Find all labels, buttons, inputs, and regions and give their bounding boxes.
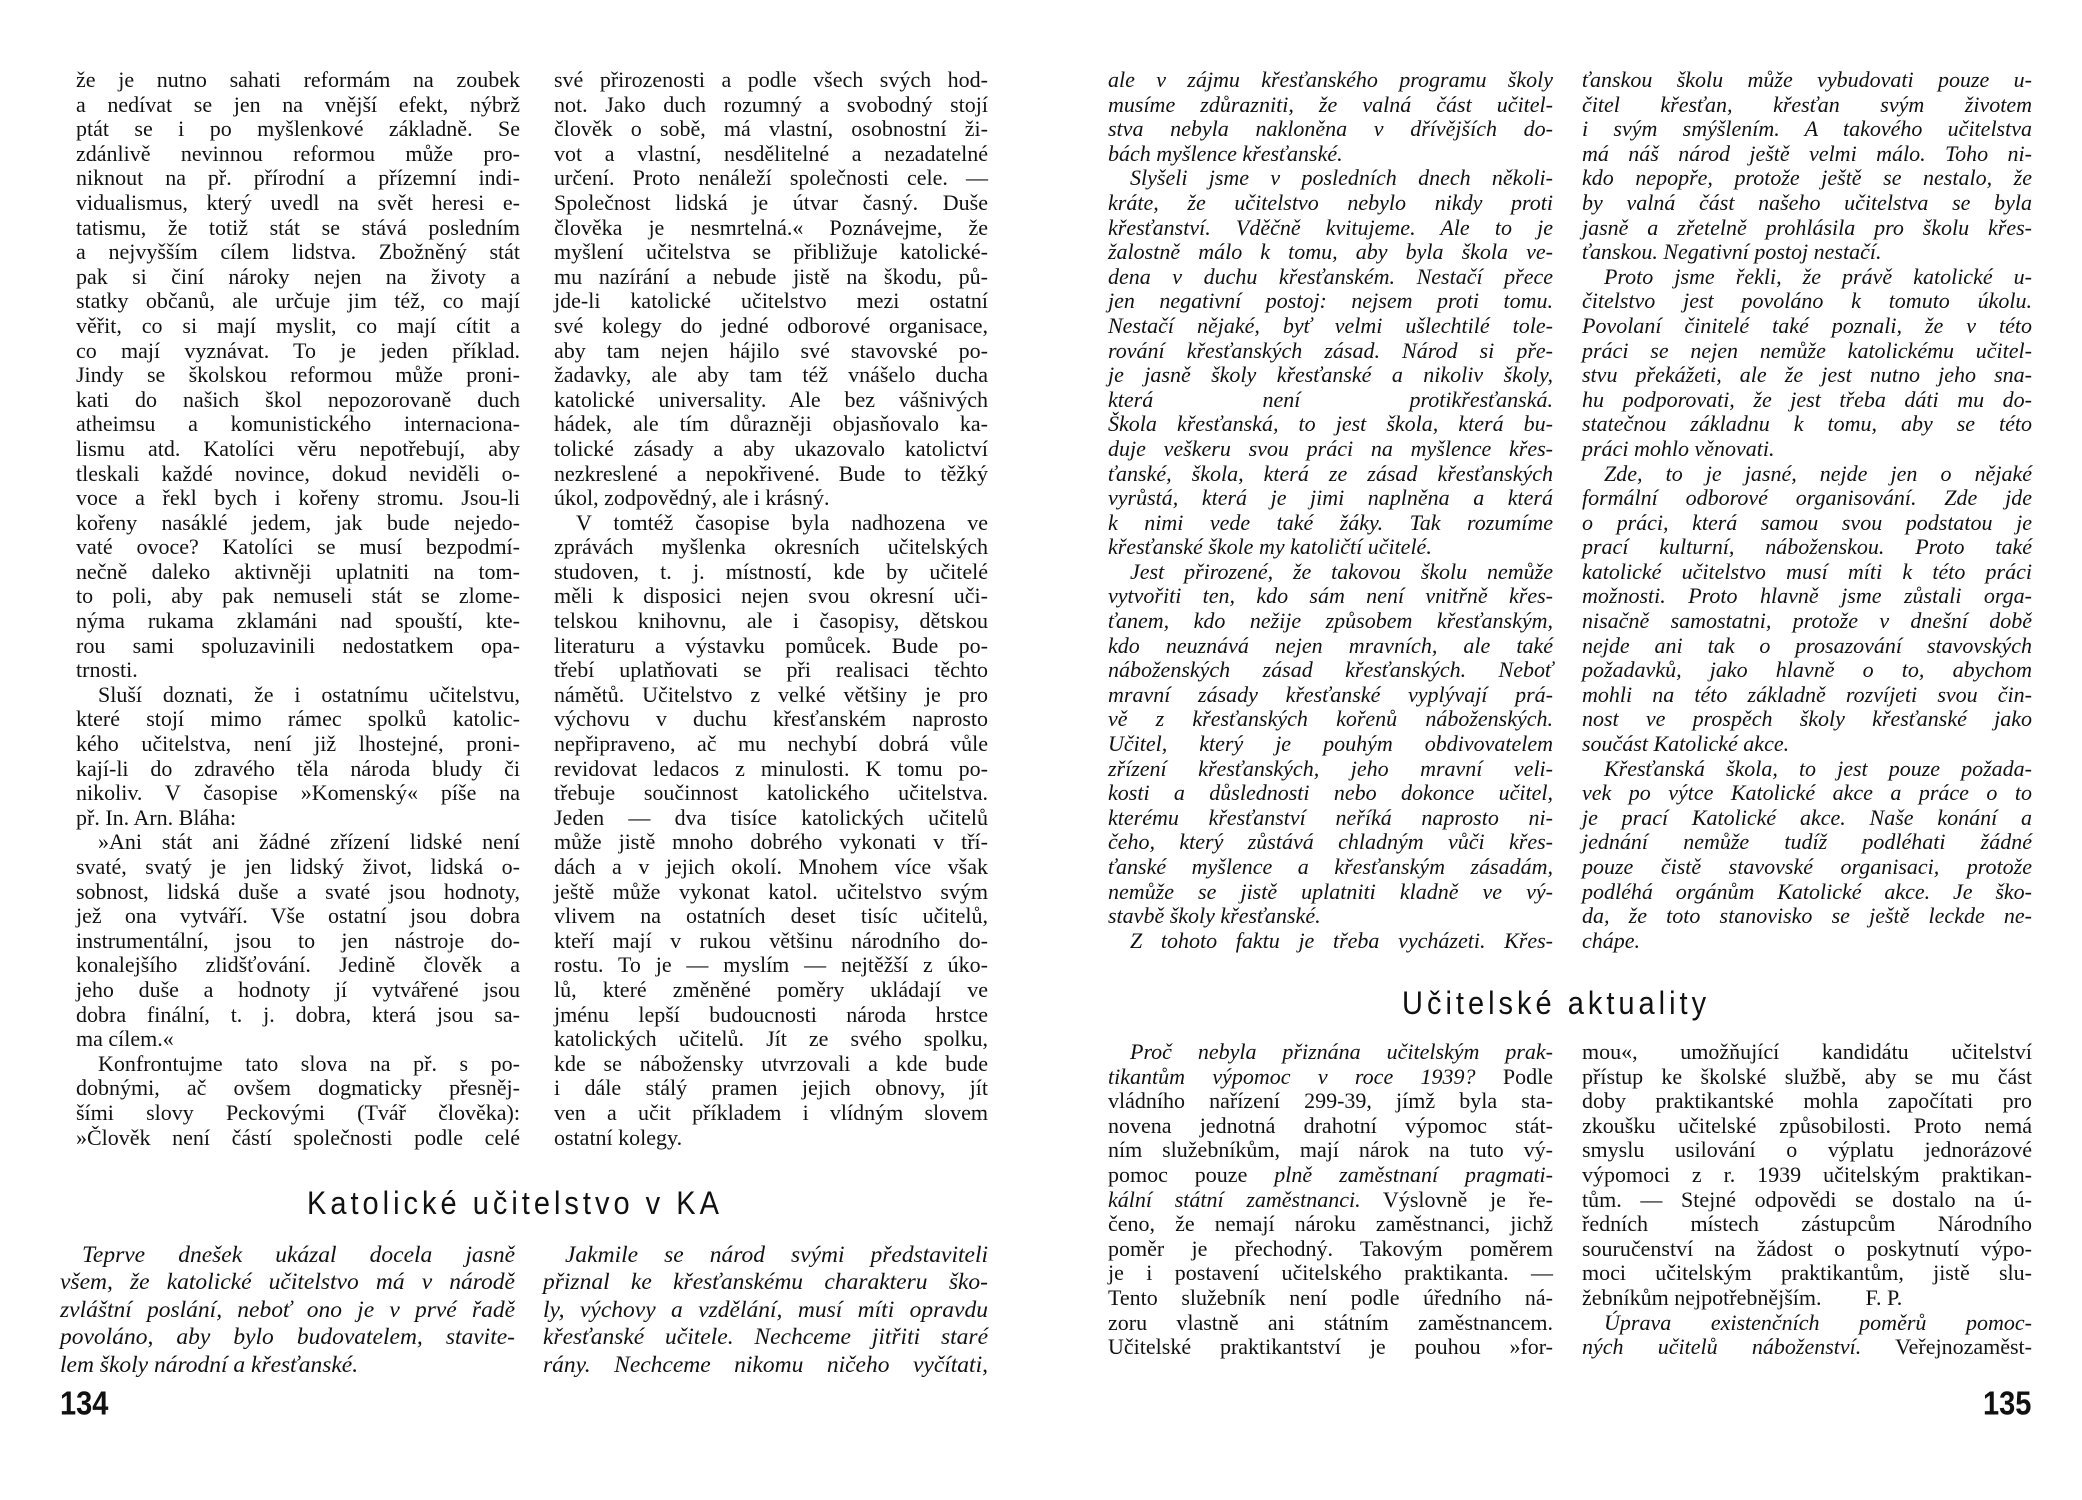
- text-line: ťanem, kdo nežije způsobem křesťanským,: [1108, 608, 1553, 634]
- text-line: vě z křesťanských kořenů náboženských.: [1108, 706, 1553, 732]
- text-line: novena jednotná drahotní výpomoc stát-: [1108, 1112, 1553, 1138]
- text-line: chápe.: [1582, 927, 1641, 953]
- text-line: revidovat ledacos z minulosti. K tomu po-: [554, 755, 988, 781]
- text-line: Slyšeli jsme v posledních dnech několi-: [1130, 165, 1553, 191]
- text-line: ostatní kolegy.: [554, 1124, 683, 1150]
- text-line: kořeny nasáklé jedem, jak bude nejedo-: [76, 509, 520, 535]
- text-line: přiznal ke křesťanskému charakteru ško-: [543, 1269, 988, 1296]
- left-column-intro-2: [543, 1242, 988, 1379]
- paragraph: [1582, 1040, 2032, 1311]
- text-line: rány. Nechceme nikomu ničeho vyčítati,: [543, 1351, 988, 1378]
- text-line: literaturu a výstavku pomůcek. Bude po-: [554, 632, 988, 658]
- section-heading-ucitelske-aktuality: Učitelské aktuality: [1402, 986, 1711, 1022]
- text-line: kosti a důslednosti nebo dokonce učitel,: [1108, 780, 1553, 806]
- text-line: nejde ani tak o prosazování stavovských: [1582, 632, 2032, 658]
- text-line: jde-li katolické učitelstvo mezi ostatní: [554, 288, 988, 314]
- text-line: úkol, zodpovědný, ale i krásný.: [554, 485, 830, 511]
- text-line: rostu. To je — myslím — nejtěžší z úko-: [554, 952, 988, 978]
- text-line: podléhá orgánům Katolické akce. Je ško-: [1582, 878, 2032, 904]
- text-line: ještě může vykonat katol. učitelstvo svým: [554, 878, 988, 904]
- text-line: Křesťanská škola, to jest pouze požada-: [1604, 755, 2032, 781]
- text-line: žadavky, ale aby tam též vnášelo ducha: [554, 362, 988, 388]
- text-line: vek po výtce Katolické akce a práce o to: [1582, 780, 2032, 806]
- text-line: k nimi vede také žáky. Tak rozumíme: [1108, 509, 1553, 535]
- text-line: ním služebníkům, mají nárok na tuto vý-: [1108, 1137, 1553, 1163]
- text-line: své kolegy do jedné odborové organisace,: [554, 312, 988, 338]
- text-line: hu podporovati, že jest třeba dáti mu do-: [1582, 386, 2032, 412]
- text-line: o práci, která samou svou podstatou je: [1582, 509, 2032, 535]
- text-line: třebí uplatňovati se při realisaci těchto: [554, 657, 988, 683]
- left-column-intro-1: [60, 1242, 515, 1379]
- text-line: zprávách myšlenka okresních učitelských: [554, 534, 988, 560]
- text-line: je prací Katolické akce. Naše konání a: [1582, 804, 2032, 830]
- text-line: hádek, ale tím důrazněji objasňovalo ka-: [554, 411, 988, 437]
- text-line: katolických učitelů. Jít ze svého spolku,: [554, 1026, 988, 1052]
- text-line: může jistě mnoho dobrého vykonati v tří-: [554, 829, 988, 855]
- text-line: musíme zdůrazniti, že valná část učitel-: [1108, 91, 1553, 117]
- text-line: formální odborové organisování. Zde jde: [1582, 485, 2032, 511]
- text-line: člověka je nesmrtelná.« Poznávejme, že: [554, 214, 988, 240]
- paragraph: [1582, 462, 2032, 757]
- text-line: všem, že katolické učitelstvo má v národě: [60, 1269, 515, 1296]
- text-line: jen negativní postoj: nejsem proti tomu.: [1108, 288, 1553, 314]
- text-line: křesťanství. Vděčně kvitujeme. Ale to je: [1108, 214, 1553, 240]
- text-line: Jakmile se národ svými představiteli: [565, 1242, 988, 1268]
- right-column-news-2: [1582, 1040, 2032, 1360]
- text-line: kdo neuznává nejen mravních, ale také: [1108, 632, 1553, 658]
- text-line: člověk o sobě, má vlastní, osobnostní ži-: [554, 116, 988, 142]
- text-line: ředních místech zástupcům Národního: [1582, 1211, 2032, 1237]
- text-line: dobnými, ač ovšem dogmaticky přesněj-: [76, 1075, 520, 1101]
- text-line: Proto jsme řekli, že právě katolické u-: [1604, 263, 2032, 289]
- text-line: ven a učit příkladem i vlídným slovem: [554, 1099, 988, 1125]
- text-line: tikantům výpomoc v roce 1939? Podle: [1108, 1063, 1553, 1089]
- text-line: čitel křesťan, křesťan svým životem: [1582, 91, 2032, 117]
- paragraph: [1108, 560, 1553, 929]
- text-line: ťanskou školu může vybudovati pouze u-: [1582, 67, 2032, 92]
- text-line: poměr je přechodný. Takovým poměrem: [1108, 1235, 1553, 1261]
- text-line: rování křesťanských zásad. Národ si pře-: [1108, 337, 1553, 363]
- text-line: žebníkům nejpotřebnějším. F. P.: [1582, 1284, 1903, 1310]
- text-line: ptát se i po myšlenkové základně. Se: [76, 116, 520, 142]
- text-line: vaté ovoce? Katolíci se musí bezpodmí-: [76, 534, 520, 560]
- text-line: telskou knihovnu, ale i časopisy, dětskou: [554, 608, 988, 634]
- text-line: vytvořiti ten, kdo sám není vnitřně křes-: [1108, 583, 1553, 609]
- paragraph: [1582, 265, 2032, 462]
- text-line: třebuje součinnost katolického učitelstva.: [554, 780, 988, 806]
- right-column-1: [1108, 68, 1553, 953]
- text-line: prací kulturní, náboženskou. Proto také: [1582, 534, 2032, 560]
- text-line: vidualismus, který uvedl na svět heresi e-: [76, 189, 520, 215]
- text-line: i svým smýšlením. A takového učitelstva: [1582, 116, 2032, 142]
- text-line: lismu atd. Katolíci věru nepotřebují, aby: [76, 435, 520, 461]
- text-line: kterému křesťanství neříká naprosto ni-: [1108, 804, 1553, 830]
- text-line: mohli na této základně rozvíjeti svou čin-: [1582, 681, 2032, 707]
- text-line: kdo nepopře, protože ještě se nestalo, že: [1582, 165, 2032, 191]
- text-line: práci se nejen nemůže katolickému učitel-: [1582, 337, 2032, 363]
- paragraph: [1582, 1311, 2032, 1360]
- paragraph: [60, 1242, 515, 1379]
- text-line: nemůže se jistě uplatniti kladně ve vý-: [1108, 878, 1553, 904]
- paragraph: [76, 68, 520, 683]
- text-line: zdánlivě nevinnou reformou může pro-: [76, 140, 520, 166]
- text-line: moci učitelským praktikantům, jistě slu-: [1582, 1260, 2032, 1286]
- text-line: pouze čistě stavovské organisaci, protože: [1582, 854, 2032, 879]
- text-line: pomoc pouze plně zaměstnaní pragmati-: [1108, 1161, 1553, 1187]
- text-line: mravní zásady křesťanské vyplývají prá-: [1108, 681, 1553, 707]
- text-line: př. In. Arn. Bláha:: [76, 804, 237, 830]
- paragraph: [554, 68, 988, 511]
- text-line: vlivem na ostatních deset tisíc učitelů,: [554, 903, 988, 929]
- text-line: lem školy národní a křesťanské.: [60, 1351, 359, 1378]
- text-line: své přirozenosti a podle všech svých hod-: [554, 67, 988, 92]
- text-line: souručenství na žádost o poskytnutí výpo-: [1582, 1235, 2032, 1261]
- text-line: not. Jako duch rozumný a svobodný stojí: [554, 91, 988, 117]
- text-line: da, že toto stanovisko se ještě leckde ne-: [1582, 903, 2032, 929]
- text-line: nezkreslené a nepokřivené. Bude to těžký: [554, 460, 988, 486]
- text-line: náboženských zásad křesťanských. Neboť: [1108, 657, 1553, 683]
- text-line: měli k disposici nejen svou okresní uči-: [554, 583, 988, 609]
- text-line: Společnost lidská je útvar časný. Duše: [554, 189, 988, 215]
- text-line: ťanské, škola, která ze zásad křesťanských: [1108, 460, 1553, 486]
- text-line: povoláno, aby bylo budovatelem, stavite-: [60, 1324, 515, 1351]
- text-line: Tento služebník není podle úředního ná-: [1108, 1284, 1553, 1310]
- text-line: katolické učitelstvo musí míti k této práci: [1582, 558, 2032, 584]
- text-line: Teprve dnešek ukázal docela jasně: [82, 1242, 515, 1268]
- text-line: Učitel, který je pouhým obdivovatelem: [1108, 731, 1553, 757]
- paragraph: [1108, 929, 1553, 954]
- text-line: aby tam nejen hájilo své stavovské po-: [554, 337, 988, 363]
- text-line: niknout na př. přírodní a přízemní indi-: [76, 165, 520, 191]
- text-line: je i postavení učitelského praktikanta. —: [1108, 1260, 1553, 1286]
- text-line: výpomoci z r. 1939 učitelským praktikan-: [1582, 1161, 2032, 1187]
- text-line: Proč nebyla přiznána učitelským prak-: [1130, 1039, 1553, 1064]
- text-line: Škola křesťanská, to jest škola, která bu-: [1108, 411, 1553, 437]
- page-number-right: 135: [1983, 1385, 2032, 1423]
- text-line: Povolaní činitelé také poznali, že v této: [1582, 312, 2032, 338]
- paragraph: [1582, 757, 2032, 954]
- text-line: tleskali každé novince, dokud neviděli o-: [76, 460, 520, 486]
- text-line: ly, výchovy a vzdělání, musí míti opravdu: [543, 1296, 988, 1323]
- text-line: kráte, že učitelstvo nebylo nikdy proti: [1108, 189, 1553, 215]
- text-line: kde se nábožensky utvrzovali a kde bude: [554, 1050, 988, 1076]
- text-line: námětů. Učitelstvo z velké většiny je pro: [554, 681, 988, 707]
- paragraph: [554, 511, 988, 1150]
- left-column-1: [76, 68, 520, 1150]
- section-heading-katolicke-ucitelstvo: Katolické učitelstvo v KA: [307, 1186, 723, 1222]
- text-line: jasně a zřetelně prohlásila pro školu křes-: [1582, 214, 2032, 240]
- text-line: kteří mají v rukou většinu národního do-: [554, 927, 988, 953]
- text-line: výchovu v duchu křesťanském naprosto: [554, 706, 988, 732]
- text-line: trnosti.: [76, 657, 138, 683]
- paragraph: [1108, 68, 1553, 166]
- text-line: smyslu usilování o výplatu jednorázové: [1582, 1137, 2032, 1163]
- text-line: kají-li do zdravého těla národa bludy či: [76, 755, 520, 781]
- text-line: která není protikřesťanská.: [1108, 386, 1553, 412]
- text-line: nisačně samostatni, protože v dnešní době: [1582, 608, 2032, 634]
- text-line: statky občanů, ale určuje jim též, co mají: [76, 288, 520, 314]
- paragraph: [76, 1052, 520, 1150]
- text-line: lů, které změněné poměry ukládají ve: [554, 976, 988, 1002]
- text-line: mou«, umožňující kandidátu učitelství: [1582, 1039, 2032, 1064]
- paragraph: [543, 1242, 988, 1379]
- text-line: má náš národ ještě velmi málo. Toho ni-: [1582, 140, 2032, 166]
- text-line: jménu lepší budoucnosti národa hrstce: [554, 1001, 988, 1027]
- text-line: šími slovy Peckovými (Tvář člověka):: [76, 1099, 520, 1125]
- text-line: stvu překážeti, ale že jest nutno jeho sna-: [1582, 362, 2032, 388]
- text-line: nepřipraveno, ač mu nechybí dobrá vůle: [554, 731, 988, 757]
- text-line: vot a vlastní, nesdělitelné a nezadatelné: [554, 140, 988, 166]
- text-line: ťanské myšlence a křesťanským zásadám,: [1108, 854, 1553, 879]
- text-line: studoven, t. j. místností, kde by učitelé: [554, 558, 988, 584]
- text-line: myšlení učitelstva se přibližuje katolické-: [554, 239, 988, 265]
- text-line: »Ani stát ani žádné zřízení lidské není: [98, 829, 520, 855]
- text-line: Sluší doznati, že i ostatnímu učitelstvu,: [98, 681, 520, 707]
- text-line: Jeden — dva tisíce katolických učitelů: [554, 804, 988, 830]
- text-line: kého učitelstva, není již lhostejné, proni-: [76, 731, 520, 757]
- text-line: ma cílem.«: [76, 1026, 174, 1052]
- paragraph: [76, 830, 520, 1051]
- text-line: katolické universality. Ale bez vášnivých: [554, 386, 988, 412]
- text-line: čitelstvo jest povoláno k tomuto úkolu.: [1582, 288, 2032, 314]
- text-line: dena v duchu křesťanském. Nestačí přece: [1108, 263, 1553, 289]
- paragraph: [1108, 166, 1553, 560]
- text-line: Konfrontujme tato slova na př. s po-: [98, 1050, 520, 1076]
- text-line: sobnost, lidská duše a svaté jsou hodnoty,: [76, 878, 520, 904]
- right-column-2: [1582, 68, 2032, 953]
- text-line: které stojí mimo rámec spolků katolic-: [76, 706, 520, 732]
- text-line: nečně daleko aktivněji uplatniti na tom-: [76, 558, 520, 584]
- text-line: rou sami spoluzavinili nedostatkem opa-: [76, 632, 520, 658]
- text-line: by valná část našeho učitelstva se byla: [1582, 189, 2032, 215]
- text-line: žalostně málo k tomu, aby byla škola ve-: [1108, 239, 1553, 265]
- text-line: pak si činí nároky nejen na životy a: [76, 263, 520, 289]
- text-line: možnosti. Proto hlavně jsme zůstali orga-: [1582, 583, 2032, 609]
- text-line: instrumentální, jsou to jen nástroje do-: [76, 927, 520, 953]
- text-line: doby praktikantské mohla započítati pro: [1582, 1088, 2032, 1114]
- text-line: »Člověk není částí společnosti podle celé: [76, 1124, 520, 1150]
- text-line: Jest přirozené, že takovou školu nemůže: [1130, 558, 1553, 584]
- text-line: kati do našich škol nepozorovaně duch: [76, 386, 520, 412]
- text-line: a nejvyšším cílem lidstva. Zbožněný stát: [76, 239, 520, 265]
- paragraph: [76, 683, 520, 831]
- text-line: Zde, to je jasné, nejde jen o nějaké: [1604, 460, 2032, 486]
- text-line: kální státní zaměstnanci. Výslovně je ře-: [1108, 1186, 1553, 1212]
- text-line: Jindy se školskou reformou může proni-: [76, 362, 520, 388]
- text-line: stva nebyla nakloněna v dřívějších do-: [1108, 116, 1553, 142]
- text-line: tům. — Stejné odpovědi se dostalo na ú-: [1582, 1186, 2032, 1212]
- text-line: přístup ke školské službě, aby se mu část: [1582, 1063, 2032, 1089]
- text-line: konalejšího zlidšťování. Jedině člověk a: [76, 952, 520, 978]
- text-line: bách myšlence křesťanské.: [1108, 140, 1343, 166]
- text-line: tatismu, že totiž stát se stává posledním: [76, 214, 520, 240]
- text-line: duje veškeru svou práci na myšlence křes-: [1108, 435, 1553, 461]
- text-line: atheimsu a komunistického internaciona-: [76, 411, 520, 437]
- text-line: ale v zájmu křesťanského programu školy: [1108, 67, 1553, 92]
- text-line: dách a v jejich okolí. Mnohem více však: [554, 854, 988, 879]
- text-line: určení. Proto nenáleží společnosti cele. —: [554, 165, 988, 191]
- text-line: nost ve prospěch školy křesťanské jako: [1582, 706, 2032, 732]
- text-line: čeho, který zůstává chladným vůči křes-: [1108, 829, 1553, 855]
- text-line: jednání nemůže tudíž podléhati žádné: [1582, 829, 2032, 855]
- text-line: statečnou základnu k tomu, aby se této: [1582, 411, 2032, 437]
- page-number-left: 134: [60, 1385, 109, 1423]
- text-line: Učitelské praktikantství je pouhou »for-: [1108, 1334, 1553, 1360]
- text-line: vládního nařízení 299-39, jímž byla sta-: [1108, 1088, 1553, 1114]
- text-line: požadavků, jako hlavně o to, abychom: [1582, 657, 2032, 683]
- text-line: křesťanské škole my katoličtí učitelé.: [1108, 534, 1432, 560]
- paragraph: [1582, 68, 2032, 265]
- text-line: stavbě školy křesťanské.: [1108, 903, 1321, 929]
- text-line: voce a řekl bych i kořeny stromu. Jsou-li: [76, 485, 520, 511]
- text-line: nýma rukama zklamáni nad spouští, kte-: [76, 608, 520, 634]
- text-line: zoru vlastně ani státním zaměstnancem.: [1108, 1309, 1553, 1335]
- text-line: jež ona vytváří. Vše ostatní jsou dobra: [76, 903, 520, 929]
- text-line: Nestačí nějaké, byť velmi ušlechtilé tole-: [1108, 312, 1553, 338]
- text-line: tolické zásady a aby ukazovalo katolictví: [554, 435, 988, 461]
- text-line: křesťanské učitele. Nechceme jitřiti staré: [543, 1324, 988, 1351]
- text-line: ných učitelů náboženství. Veřejnozaměst-: [1582, 1334, 2032, 1360]
- text-line: jeho duše a hodnoty jí vytvářené jsou: [76, 976, 520, 1002]
- text-line: nikoliv. V časopise »Komenský« píše na: [76, 780, 520, 806]
- text-line: Úprava existenčních poměrů pomoc-: [1604, 1309, 2032, 1335]
- text-line: ťanskou. Negativní postoj nestačí.: [1582, 239, 1882, 265]
- right-column-news-1: [1108, 1040, 1553, 1360]
- text-line: čeno, že nemají nároku zaměstnanci, jichž: [1108, 1211, 1553, 1237]
- text-line: zřízení křesťanských, jeho mravní veli-: [1108, 755, 1553, 781]
- text-line: i dále stálý pramen jejich obnovy, jít: [554, 1075, 988, 1101]
- text-line: svaté, svatý je jen lidský život, lidská o-: [76, 854, 520, 879]
- text-line: Z tohoto faktu je třeba vycházeti. Křes-: [1130, 927, 1553, 953]
- left-column-2: [554, 68, 988, 1150]
- text-line: je jasně školy křesťanské a nikoliv školy,: [1108, 362, 1553, 388]
- text-line: že je nutno sahati reformám na zoubek: [76, 67, 520, 92]
- text-line: to poli, aby pak nemuseli stát se zlome-: [76, 583, 520, 609]
- text-line: dobra finální, t. j. dobra, která jsou sa-: [76, 1001, 520, 1027]
- text-line: a nedívat se jen na vnější efekt, nýbrž: [76, 91, 520, 117]
- text-line: práci mohlo věnovati.: [1582, 435, 1775, 461]
- text-line: V tomtéž časopise byla nadhozena ve: [576, 509, 988, 535]
- paragraph: [1108, 1040, 1553, 1360]
- text-line: co mají vyznávat. To je jeden příklad.: [76, 337, 520, 363]
- text-line: zkoušku učitelské způsobilosti. Proto nemá: [1582, 1112, 2032, 1138]
- text-line: věřit, co si mají myslit, co mají cítit a: [76, 312, 520, 338]
- text-line: součást Katolické akce.: [1582, 731, 1790, 757]
- text-line: mu nazírání a nebude jistě na škodu, pů-: [554, 263, 988, 289]
- text-line: zvláštní poslání, neboť ono je v prvé řadě: [60, 1296, 515, 1323]
- text-line: vyrůstá, která je jimi naplněna a která: [1108, 485, 1553, 511]
